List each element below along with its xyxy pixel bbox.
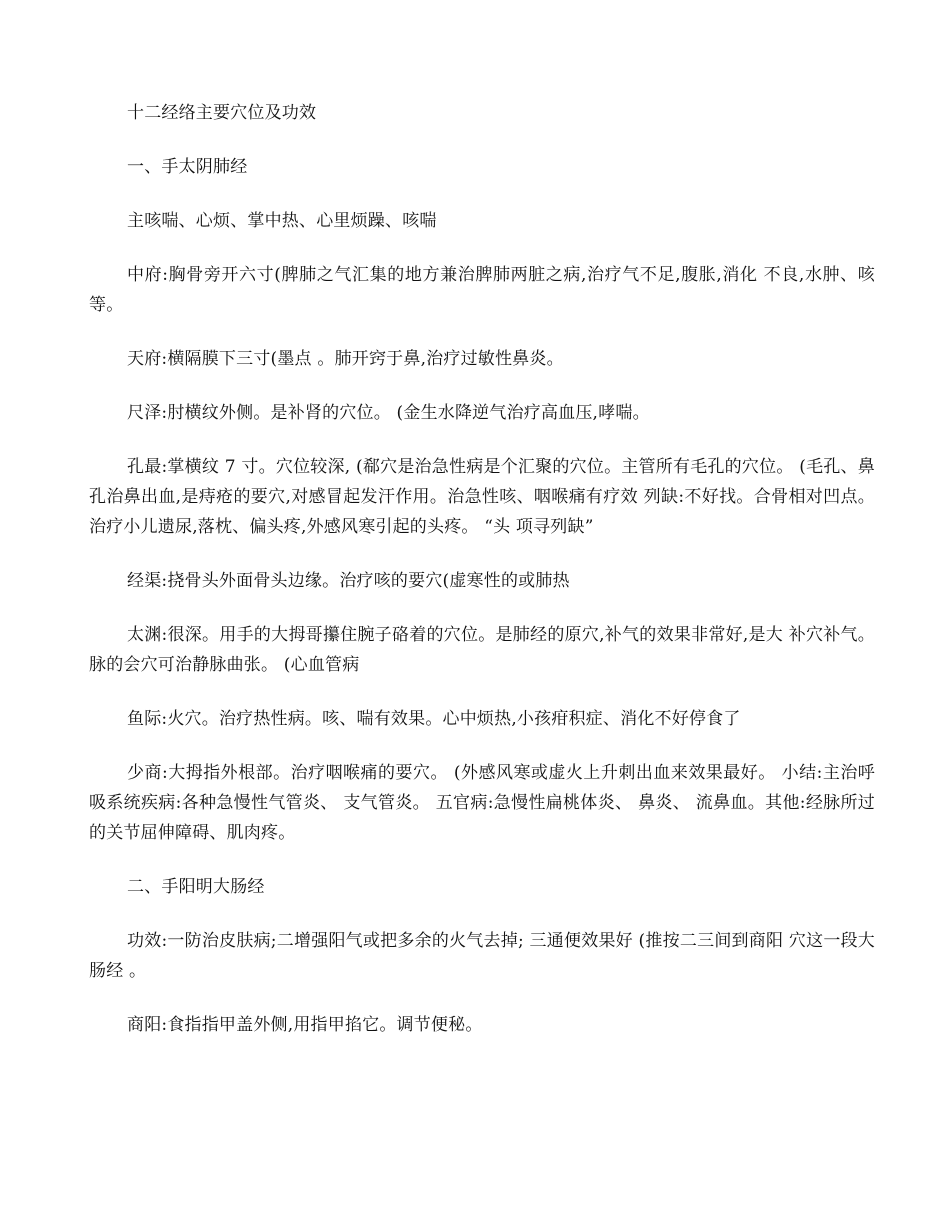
paragraph-jingqu: 经渠:挠骨头外面骨头边缘。治疗咳的要穴(虚寒性的或肺热 (127, 571, 570, 591)
paragraph-shangyang: 商阳:食指指甲盖外侧,用指甲掐它。调节便秘。 (127, 1015, 483, 1035)
document-body (89, 98, 875, 1064)
paragraph-tianfu: 天府:横隔膜下三寸(墨点 。肺开窍于鼻,治疗过敏性鼻炎。 (127, 349, 564, 369)
paragraph-kongzui: 孔最:掌横纹 7 寸。穴位较深, (郗穴是治急性病是个汇聚的穴位。主管所有毛孔的穴位。 (毛孔、鼻孔治鼻出血,是痔疮的要穴,对感冒起发汗作用。治急性咳、咽喉痛有疗效 列缺:不好找。合骨相对凹点。治疗小儿遗尿,落枕、偏头疼,外感风寒引起的头疼。 “头 项寻列缺” (89, 457, 875, 537)
paragraph-efficacy: 功效:一防治皮肤病;二增强阳气或把多余的火气去掉; 三通便效果好 (推按二三间到商阳 穴这一段大肠经 。 (89, 931, 875, 981)
document-title: 十二经络主要穴位及功效 (127, 103, 317, 123)
section-heading-lung-meridian: 一、手太阴肺经 (127, 157, 248, 177)
section-heading-large-intestine-meridian: 二、手阳明大肠经 (127, 877, 265, 897)
paragraph-zhongfu: 中府:胸骨旁开六寸(脾肺之气汇集的地方兼治脾肺两脏之病,治疗气不足,腹胀,消化 不良,水肿、咳等。 (89, 265, 875, 315)
paragraph-main-indications: 主咳喘、心烦、掌中热、心里烦躁、咳喘 (127, 211, 437, 231)
paragraph-shaoshang: 少商:大拇指外根部。治疗咽喉痛的要穴。 (外感风寒或虚火上升刺出血来效果最好。 小结:主治呼吸系统疾病:各种急慢性气管炎、 支气管炎。 五官病:急慢性扁桃体炎、 鼻炎、 流鼻血。其他:经脉所过的关节屈伸障碍、肌肉疼。 (89, 763, 875, 843)
paragraph-chize: 尺泽:肘横纹外侧。是补肾的穴位。 (金生水降逆气治疗高血压,哮喘。 (127, 403, 650, 423)
paragraph-taiyuan: 太渊:很深。用手的大拇哥攥住腕子硌着的穴位。是肺经的原穴,补气的效果非常好,是大 补穴补气。脉的会穴可治静脉曲张。 (心血管病 (89, 625, 875, 675)
paragraph-yuji: 鱼际:火穴。治疗热性病。咳、喘有效果。心中烦热,小孩疳积症、消化不好停食了 (127, 709, 741, 729)
